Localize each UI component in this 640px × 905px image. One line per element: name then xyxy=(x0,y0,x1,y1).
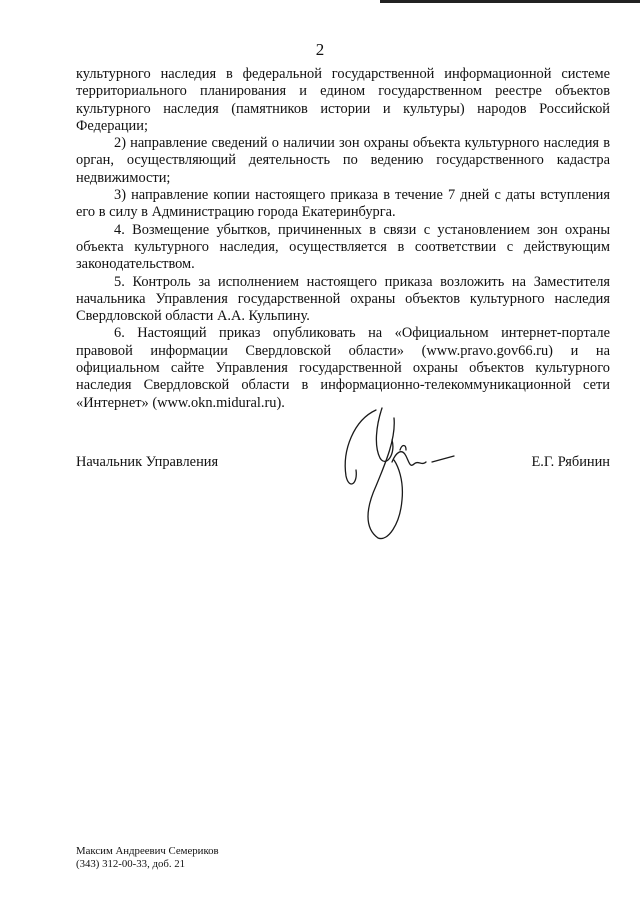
signer-name: Е.Г. Рябинин xyxy=(531,454,610,470)
contact-phone: (343) 312-00-33, доб. 21 xyxy=(76,858,186,870)
paragraph-clause-5: 5. Контроль за исполнением настоящего приказа возложить на Заместителя начальника Управления государственной охраны объектов культурного наследия Свердловской области А.А. Кульпину. xyxy=(76,273,610,325)
paragraph-clause-4: 4. Возмещение убытков, причиненных в связи с установлением зон охраны объекта культурного наследия, осуществляется в соответствии с действующим законодательством. xyxy=(76,221,610,273)
signer-title: Начальник Управления xyxy=(76,454,219,470)
contact-person: Максим Андреевич Семериков xyxy=(76,845,219,857)
paragraph-item-2: 2) направление сведений о наличии зон охраны объекта культурного наследия в орган, осуществляющий деятельность по ведению государственного кадастра недвижимости; xyxy=(76,135,610,186)
paragraph-clause-6: 6. Настоящий приказ опубликовать на «Официальном интернет-портале правовой информации Свердловской области» (www.pravo.gov66.ru) и на официальном сайте Управления государственной охраны объектов культурного наследия Свердловской области в информационно-телекоммуникационной сети «Интернет» (www.okn.midural.ru). xyxy=(76,325,610,411)
document-body xyxy=(76,66,610,412)
paragraph-continuation: культурного наследия в федеральной государственной информационной системе территориального планирования и едином государственном реестре объектов культурного наследия (памятников истории и культуры) народов Российской Федерации; xyxy=(76,66,610,134)
handwritten-signature xyxy=(336,404,460,542)
page-number: 2 xyxy=(315,40,325,59)
paragraph-item-3: 3) направление копии настоящего приказа в течение 7 дней с даты вступления его в силу в Администрацию города Екатеринбурга. xyxy=(76,187,610,221)
scan-edge xyxy=(380,0,640,3)
contact-info xyxy=(76,845,219,871)
